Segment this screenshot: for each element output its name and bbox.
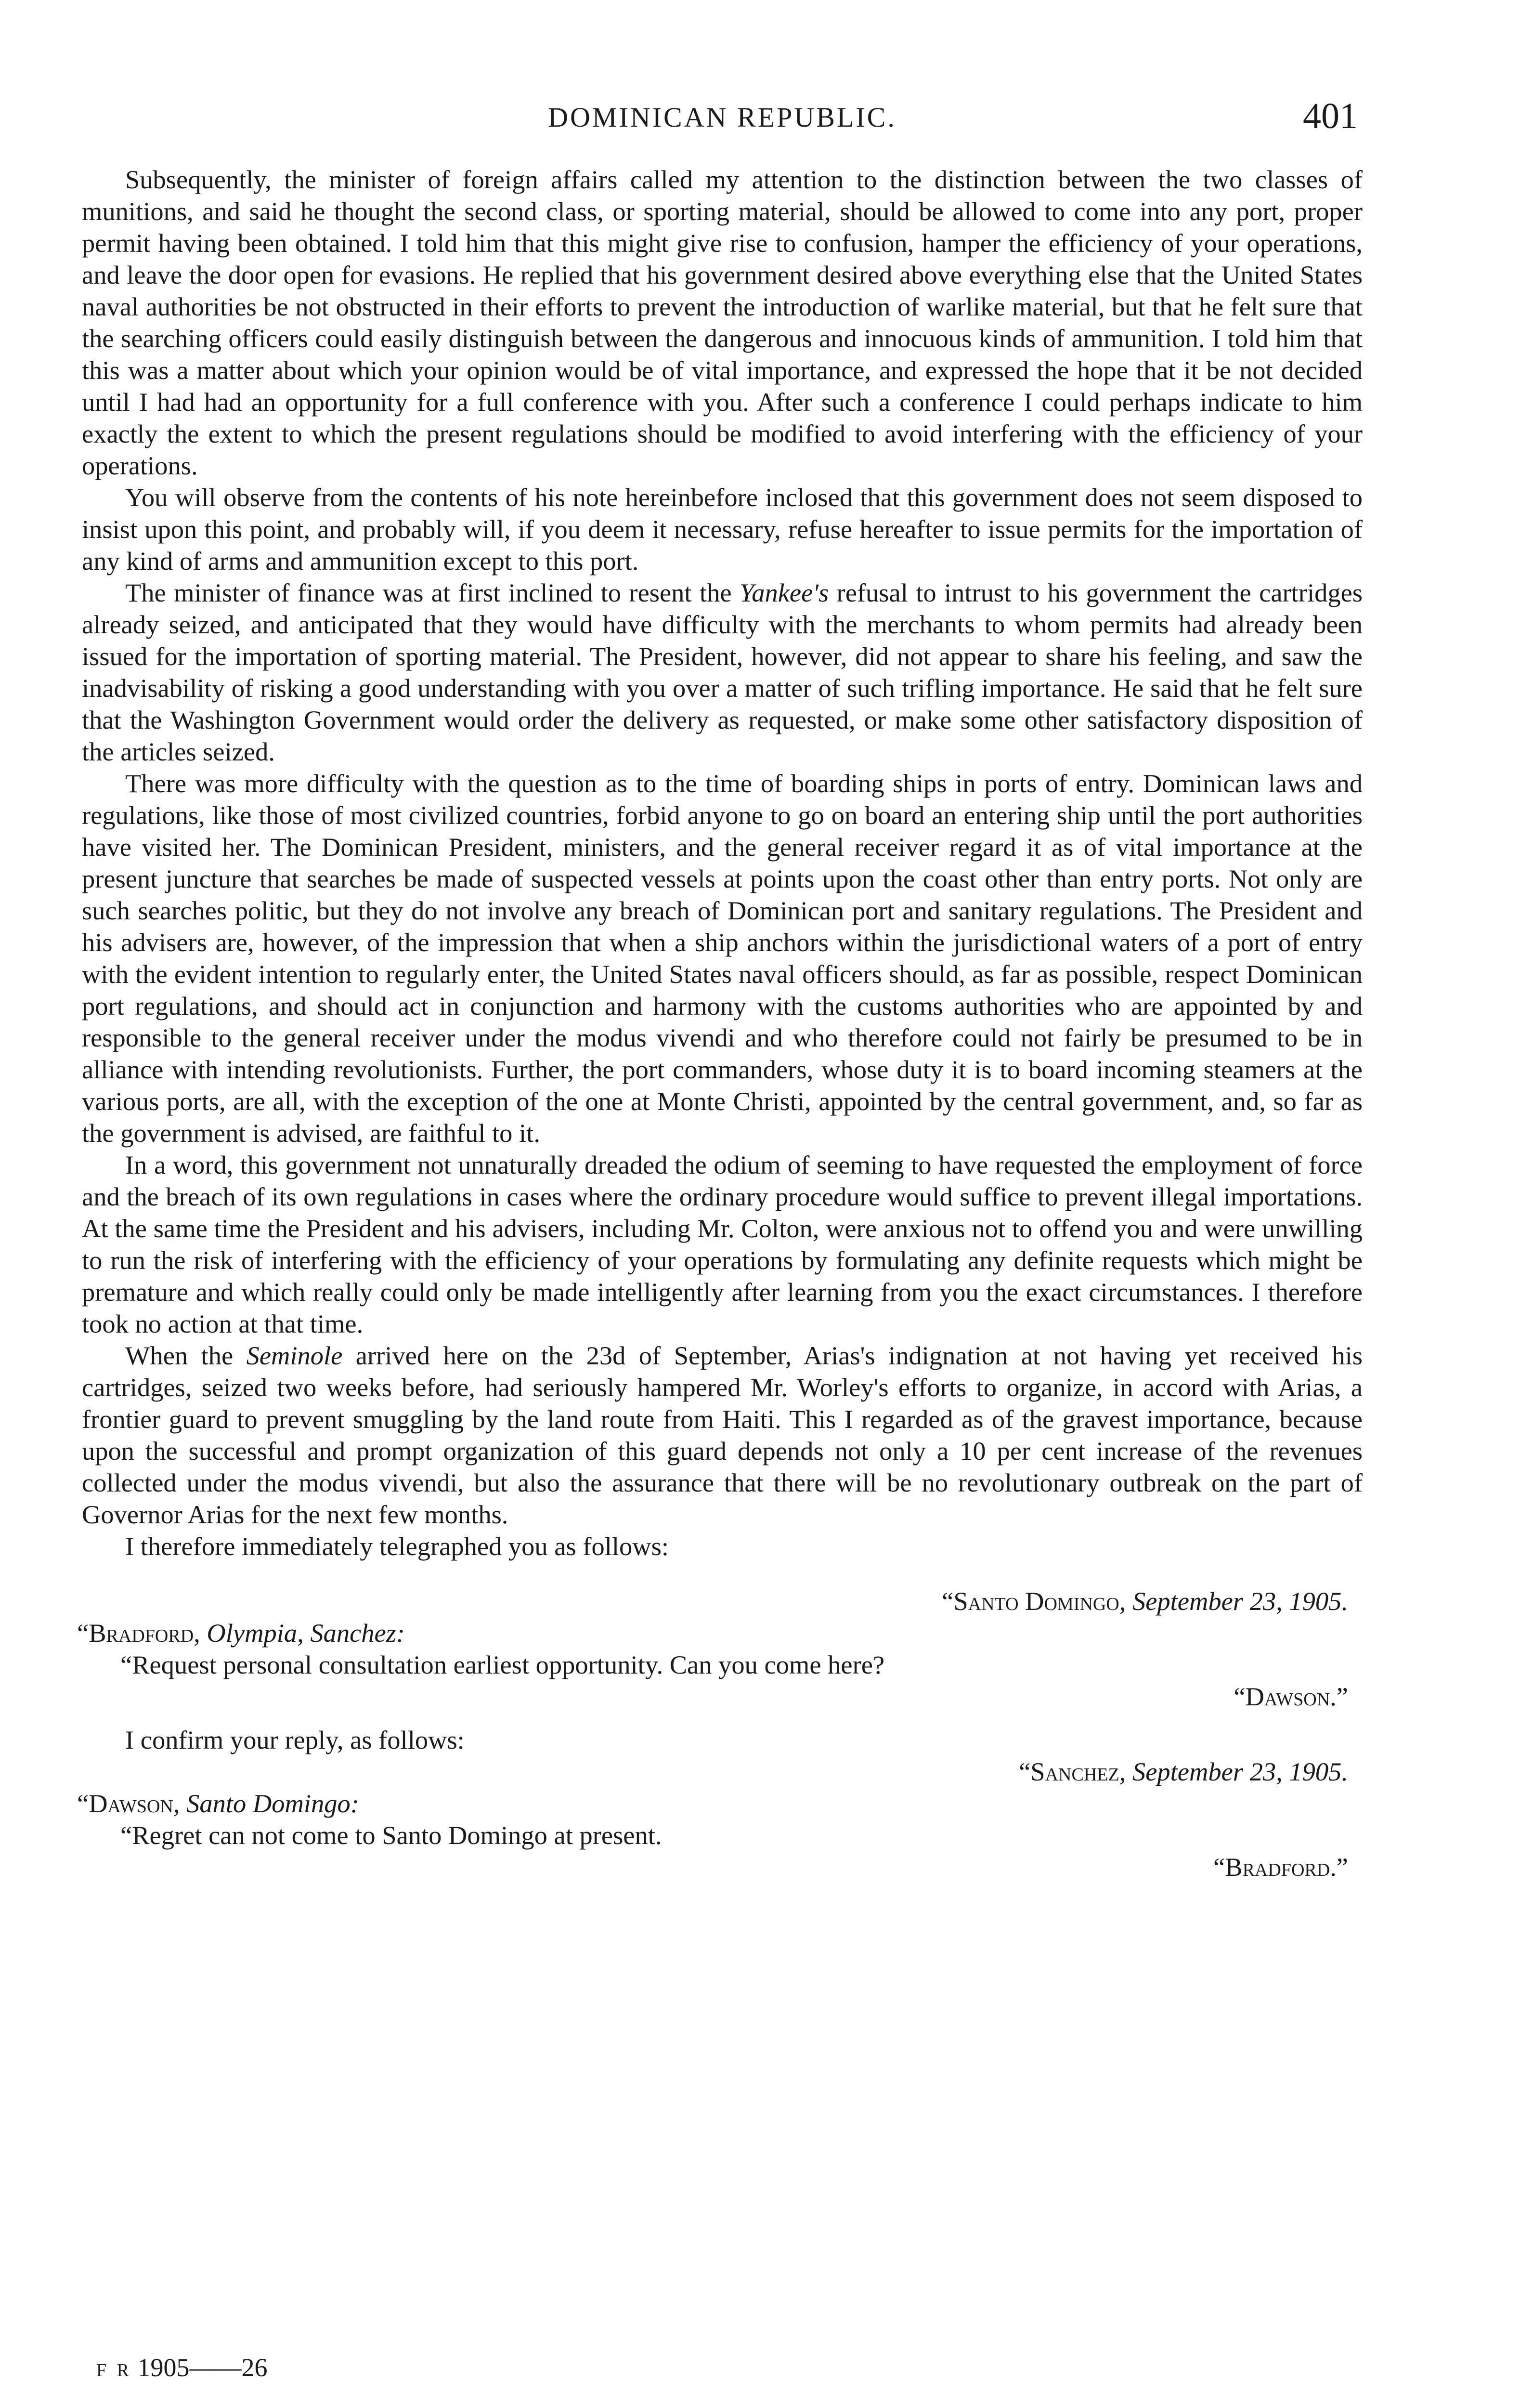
telegram-address: [77, 1617, 1363, 1649]
paragraph: I therefore immediately telegraphed you as follows:: [125, 1531, 669, 1561]
telegram-body: “Request personal consultation earliest opportunity. Can you come here?: [120, 1650, 885, 1679]
paragraph: I confirm your reply, as follows:: [125, 1725, 465, 1754]
paragraph-text: The minister of finance was at first inclined to resent the: [125, 578, 740, 607]
telegram-reply: [77, 1756, 1363, 1883]
signature-number: 1905——26: [137, 2353, 268, 2382]
page-header: [82, 72, 1363, 144]
signature-letters: f r: [96, 2353, 131, 2382]
paragraph: You will observe from the contents of his note hereinbefore inclosed that this government does not seem disposed to insist upon this point, and probably will, if you deem it necessary, refuse hereafter to issue permits for the importation of any kind of arms and ammunition except to this port.: [82, 483, 1363, 576]
paragraph-text: When the: [125, 1341, 247, 1370]
telegram-recipient: “Bradford,: [77, 1618, 200, 1648]
telegram-recipient: “Dawson,: [77, 1789, 180, 1818]
telegram-place: “Santo Domingo,: [942, 1586, 1126, 1616]
telegram-dateline: [82, 1585, 1363, 1617]
page-number: 401: [1303, 96, 1358, 136]
telegram-signature: “Dawson.”: [1234, 1682, 1348, 1711]
document-page: [77, 72, 1363, 1883]
paragraph-text: arrived here on the 23d of September, Arias's indignation at not having yet received his cartridges, seized two weeks before, had seriously hampered Mr. Worley's efforts to organize, in accord with Arias, a frontier guard to prevent smuggling by the land route from Haiti. This I regarded as of the gravest importance, because upon the successful and prompt organization of this guard depends not only a 10 per cent increase of the revenues collected under the modus vivendi, but also the assurance that there will be no revolutionary outbreak on the part of Governor Arias for the next few months.: [82, 1341, 1363, 1529]
paragraph: [82, 577, 1363, 768]
telegram-recipient-location: Santo Domingo:: [186, 1789, 359, 1818]
telegram-dateline: [82, 1756, 1363, 1788]
signature-mark: [96, 2353, 267, 2382]
telegram-place: “Sanchez,: [1019, 1757, 1126, 1786]
paragraph: [82, 1340, 1363, 1531]
telegram-date: September 23, 1905.: [1132, 1757, 1348, 1786]
telegram-address: [77, 1788, 1363, 1819]
telegram-date: September 23, 1905.: [1132, 1586, 1348, 1616]
telegram-body: “Regret can not come to Santo Domingo at present.: [120, 1820, 662, 1850]
ship-name: Seminole: [246, 1341, 343, 1370]
paragraph: Subsequently, the minister of foreign affairs called my attention to the distinction between the two classes of munitions, and said he thought the second class, or sporting material, should be allowed to come into any port, proper permit having been obtained. I told him that this might give rise to confusion, hamper the efficiency of your operations, and leave the door open for evasions. He replied that his government desired above everything else that the United States naval authorities be not obstructed in their efforts to prevent the introduction of warlike material, but that he felt sure that the searching officers could easily distinguish between the dangerous and innocuous kinds of ammunition. I told him that this was a matter about which your opinion would be of vital importance, and expressed the hope that it be not decided until I had had an opportunity for a full conference with you. After such a conference I could perhaps indicate to him exactly the extent to which the present regulations should be modified to avoid interfering with the efficiency of your operations.: [82, 165, 1363, 480]
ship-name: Yankee's: [739, 578, 829, 607]
body-text: [77, 164, 1363, 1883]
telegram-recipient-location: Olympia, Sanchez:: [207, 1618, 405, 1648]
running-head: DOMINICAN REPUBLIC.: [548, 102, 896, 133]
paragraph-text: refusal to intrust to his government the cartridges already seized, and anticipated that they would have difficulty with the merchants to whom permits had already been issued for the importation of sporting material. The President, however, did not appear to share his feeling, and saw the inadvisability of risking a good understanding with you over a matter of such trifling importance. He said that he felt sure that the Washington Government would order the delivery as requested, or make some other satisfactory disposition of the articles seized.: [82, 578, 1363, 766]
paragraph: There was more difficulty with the question as to the time of boarding ships in ports of entry. Dominican laws and regulations, like those of most civilized countries, forbid anyone to go on board an entering ship until the port authorities have visited her. The Dominican President, ministers, and the general receiver regard it as of vital importance at the present juncture that searches be made of suspected vessels at points upon the coast other than entry ports. Not only are such searches politic, but they do not involve any breach of Dominican port and sanitary regulations. The President and his advisers are, however, of the impression that when a ship anchors within the jurisdictional waters of a port of entry with the evident intention to regularly enter, the United States naval officers should, as far as possible, respect Dominican port regulations, and should act in conjunction and harmony with the customs authorities who are appointed by and responsible to the general receiver under the modus vivendi and who therefore could not fairly be presumed to be in alliance with intending revolutionists. Further, the port commanders, whose duty it is to board incoming steamers at the various ports, are all, with the exception of the one at Monte Christi, appointed by the central government, and, so far as the government is advised, are faithful to it.: [82, 769, 1363, 1148]
telegram-outgoing: [77, 1585, 1363, 1713]
telegram-signature: “Bradford.”: [1213, 1852, 1348, 1882]
paragraph: In a word, this government not unnaturally dreaded the odium of seeming to have requested the employment of force and the breach of its own regulations in cases where the ordinary procedure would suffice to prevent illegal importations. At the same time the President and his advisers, including Mr. Colton, were anxious not to offend you and were unwilling to run the risk of interfering with the efficiency of your operations by formulating any definite requests which might be premature and which really could only be made intelligently after learning from you the exact circumstances. I therefore took no action at that time.: [82, 1150, 1363, 1338]
